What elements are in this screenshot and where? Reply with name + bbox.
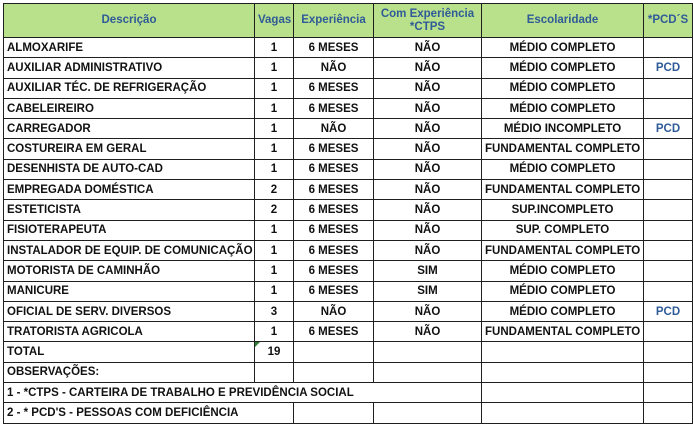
cell-vagas: 2 [255, 200, 294, 220]
vacancies-table [3, 3, 693, 424]
cell-pcd: PCD [644, 301, 693, 321]
total-label: TOTAL [4, 342, 255, 362]
table-row [4, 322, 693, 342]
cell-experiencia: 6 MESES [294, 139, 374, 159]
cell-descricao: MANICURE [4, 281, 255, 301]
table-row [4, 58, 693, 78]
cell-descricao: ALMOXARIFE [4, 38, 255, 58]
cell-vagas: 1 [255, 78, 294, 98]
note-row-1 [4, 383, 693, 403]
cell-escolaridade: MÉDIO COMPLETO [482, 38, 644, 58]
empty-cell [482, 383, 644, 403]
header-ctps-line1: Com Experiência [380, 7, 475, 20]
cell-ctps: NÃO [374, 38, 482, 58]
cell-descricao: AUXILIAR ADMINISTRATIVO [4, 58, 255, 78]
cell-ctps: NÃO [374, 240, 482, 260]
cell-vagas: 1 [255, 220, 294, 240]
cell-descricao: ESTETICISTA [4, 200, 255, 220]
cell-escolaridade: MÉDIO COMPLETO [482, 159, 644, 179]
cell-ctps: NÃO [374, 119, 482, 139]
empty-cell [255, 362, 294, 382]
header-pcd: *PCD´S [644, 4, 693, 38]
total-row [4, 342, 693, 362]
cell-pcd [644, 180, 693, 200]
table-row [4, 159, 693, 179]
table-row [4, 281, 693, 301]
cell-vagas: 1 [255, 139, 294, 159]
cell-vagas: 1 [255, 119, 294, 139]
cell-pcd [644, 281, 693, 301]
empty-cell [644, 383, 693, 403]
header-vagas: Vagas [255, 4, 294, 38]
cell-pcd [644, 78, 693, 98]
note-1: 1 - *CTPS - CARTEIRA DE TRABALHO E PREVIDÊNCIA SOCIAL [4, 383, 482, 403]
cell-descricao: DESENHISTA DE AUTO-CAD [4, 159, 255, 179]
cell-descricao: AUXILIAR TÉC. DE REFRIGERAÇÃO [4, 78, 255, 98]
cell-ctps: NÃO [374, 322, 482, 342]
cell-escolaridade: MÉDIO INCOMPLETO [482, 119, 644, 139]
empty-cell [374, 342, 482, 362]
cell-escolaridade: FUNDAMENTAL COMPLETO [482, 240, 644, 260]
observacoes-title: OBSERVAÇÕES: [4, 362, 255, 382]
header-experiencia: Experiência [294, 4, 374, 38]
empty-cell [644, 342, 693, 362]
cell-ctps: NÃO [374, 78, 482, 98]
cell-ctps: SIM [374, 281, 482, 301]
cell-escolaridade: FUNDAMENTAL COMPLETO [482, 322, 644, 342]
observacoes-row [4, 362, 693, 382]
cell-pcd [644, 98, 693, 118]
cell-ctps: NÃO [374, 301, 482, 321]
cell-vagas: 1 [255, 322, 294, 342]
cell-descricao: EMPREGADA DOMÉSTICA [4, 180, 255, 200]
empty-cell [644, 362, 693, 382]
cell-escolaridade: MÉDIO COMPLETO [482, 301, 644, 321]
cell-escolaridade: SUP.INCOMPLETO [482, 200, 644, 220]
cell-experiencia: 6 MESES [294, 159, 374, 179]
cell-escolaridade: FUNDAMENTAL COMPLETO [482, 139, 644, 159]
cell-ctps: NÃO [374, 58, 482, 78]
cell-vagas: 1 [255, 281, 294, 301]
cell-pcd [644, 220, 693, 240]
cell-escolaridade: MÉDIO COMPLETO [482, 58, 644, 78]
table-row [4, 78, 693, 98]
cell-descricao: FISIOTERAPEUTA [4, 220, 255, 240]
cell-pcd [644, 139, 693, 159]
cell-descricao: MOTORISTA DE CAMINHÃO [4, 261, 255, 281]
cell-escolaridade: SUP. COMPLETO [482, 220, 644, 240]
cell-escolaridade: MÉDIO COMPLETO [482, 281, 644, 301]
empty-cell [644, 403, 693, 423]
header-ctps-line2: *CTPS [409, 20, 446, 33]
cell-ctps: NÃO [374, 220, 482, 240]
cell-pcd [644, 200, 693, 220]
cell-descricao: OFICIAL DE SERV. DIVERSOS [4, 301, 255, 321]
cell-escolaridade: FUNDAMENTAL COMPLETO [482, 180, 644, 200]
cell-experiencia: 6 MESES [294, 220, 374, 240]
cell-pcd [644, 38, 693, 58]
cell-pcd [644, 159, 693, 179]
cell-vagas: 1 [255, 240, 294, 260]
cell-ctps: NÃO [374, 139, 482, 159]
table-row [4, 119, 693, 139]
cell-experiencia: 6 MESES [294, 98, 374, 118]
cell-experiencia: 6 MESES [294, 261, 374, 281]
cell-escolaridade: MÉDIO COMPLETO [482, 98, 644, 118]
cell-escolaridade: MÉDIO COMPLETO [482, 78, 644, 98]
table-row [4, 38, 693, 58]
cell-experiencia: 6 MESES [294, 281, 374, 301]
cell-pcd: PCD [644, 58, 693, 78]
cell-experiencia: 6 MESES [294, 38, 374, 58]
table-row [4, 98, 693, 118]
cell-pcd [644, 322, 693, 342]
cell-vagas: 3 [255, 301, 294, 321]
table-row [4, 139, 693, 159]
cell-ctps: SIM [374, 261, 482, 281]
note-row-2 [4, 403, 693, 423]
cell-ctps: NÃO [374, 159, 482, 179]
cell-descricao: CARREGADOR [4, 119, 255, 139]
cell-descricao: INSTALADOR DE EQUIP. DE COMUNICAÇÃO [4, 240, 255, 260]
header-descricao: Descrição [4, 4, 255, 38]
cell-pcd: PCD [644, 119, 693, 139]
empty-cell [374, 362, 482, 382]
total-value: 19 [255, 342, 294, 362]
cell-escolaridade: MÉDIO COMPLETO [482, 261, 644, 281]
cell-experiencia: 6 MESES [294, 240, 374, 260]
cell-experiencia: NÃO [294, 301, 374, 321]
header-ctps [374, 4, 482, 38]
cell-experiencia: NÃO [294, 58, 374, 78]
cell-ctps: NÃO [374, 180, 482, 200]
empty-cell [294, 403, 374, 423]
cell-experiencia: 6 MESES [294, 200, 374, 220]
table-row [4, 240, 693, 260]
cell-vagas: 1 [255, 38, 294, 58]
cell-descricao: COSTUREIRA EM GERAL [4, 139, 255, 159]
table-row [4, 301, 693, 321]
cell-vagas: 2 [255, 180, 294, 200]
cell-experiencia: 6 MESES [294, 180, 374, 200]
header-row [4, 4, 693, 38]
empty-cell [294, 342, 374, 362]
table-row [4, 220, 693, 240]
cell-pcd [644, 240, 693, 260]
table-row [4, 180, 693, 200]
empty-cell [482, 403, 644, 423]
empty-cell [482, 362, 644, 382]
cell-descricao: CABELEIREIRO [4, 98, 255, 118]
header-escolaridade: Escolaridade [482, 4, 644, 38]
cell-experiencia: NÃO [294, 119, 374, 139]
table-row [4, 200, 693, 220]
cell-vagas: 1 [255, 98, 294, 118]
table-body [4, 38, 693, 342]
cell-ctps: NÃO [374, 98, 482, 118]
empty-cell [294, 362, 374, 382]
note-2: 2 - * PCD'S - PESSOAS COM DEFICIÊNCIA [4, 403, 294, 423]
empty-cell [374, 403, 482, 423]
cell-vagas: 1 [255, 58, 294, 78]
table-row [4, 261, 693, 281]
cell-ctps: NÃO [374, 200, 482, 220]
cell-experiencia: 6 MESES [294, 322, 374, 342]
cell-vagas: 1 [255, 159, 294, 179]
cell-vagas: 1 [255, 261, 294, 281]
empty-cell [482, 342, 644, 362]
cell-descricao: TRATORISTA AGRICOLA [4, 322, 255, 342]
cell-pcd [644, 261, 693, 281]
cell-experiencia: 6 MESES [294, 78, 374, 98]
